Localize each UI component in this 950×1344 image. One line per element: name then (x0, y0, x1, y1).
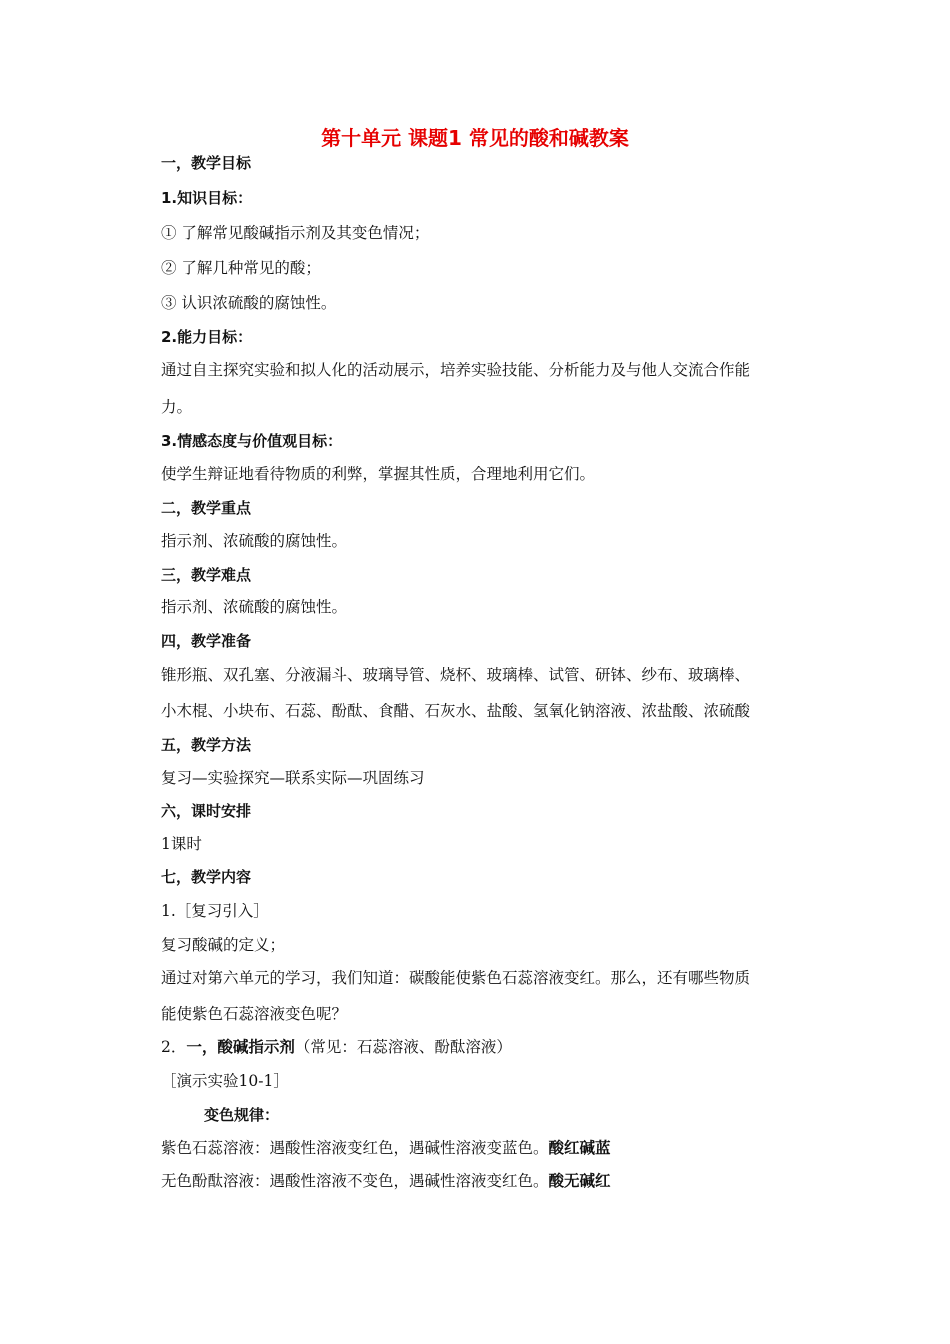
preparation-text-line-2: 小木棍、小块布、石蕊、酚酞、食醋、石灰水、盐酸、氢氧化钠溶液、浓盐酸、浓硫酸 (161, 702, 751, 720)
litmus-rule-line (161, 1137, 611, 1159)
ability-goal-text-line-1: 通过自主探究实验和拟人化的活动展示，培养实验技能、分析能力及与他人交流合作能 (161, 361, 751, 379)
section-heading-methods: 五，教学方法 (161, 736, 252, 754)
phenolphthalein-rule-line (161, 1170, 611, 1192)
indicator-heading-line (161, 1036, 512, 1058)
difficulties-text: 指示剂、浓硫酸的腐蚀性。 (161, 598, 348, 616)
section-heading-preparation: 四，教学准备 (161, 632, 252, 650)
section-heading-key-points: 二，教学重点 (161, 499, 252, 517)
phenolphthalein-rule-mnemonic: 酸无碱红 (548, 1172, 611, 1190)
knowledge-goal-item-3: ③ 认识浓硫酸的腐蚀性。 (161, 294, 337, 312)
section-heading-content: 七，教学内容 (161, 868, 252, 886)
demo-experiment-label: ［演示实验10-1］ (161, 1072, 289, 1090)
subheading-values-goals: 3.情感态度与价值观目标： (161, 432, 343, 450)
document-title: 第十单元 课题1 常见的酸和碱教案 (321, 126, 629, 150)
knowledge-goal-item-1: ① 了解常见酸碱指示剂及其变色情况； (161, 224, 430, 242)
content-review-definition: 复习酸碱的定义； (161, 936, 286, 954)
key-points-text: 指示剂、浓硫酸的腐蚀性。 (161, 532, 348, 550)
section-heading-schedule: 六，课时安排 (161, 802, 252, 820)
knowledge-goal-item-2: ② 了解几种常见的酸； (161, 259, 321, 277)
color-change-rule-heading: 变色规律： (204, 1106, 280, 1124)
preparation-text-line-1: 锥形瓶、双孔塞、分液漏斗、玻璃导管、烧杯、玻璃棒、试管、研钵、纱布、玻璃棒、 (161, 666, 751, 684)
phenolphthalein-rule-text: 无色酚酞溶液：遇酸性溶液不变色，遇碱性溶液变红色。 (161, 1172, 549, 1190)
indicator-note: （常见：石蕊溶液、酚酞溶液） (294, 1038, 512, 1056)
subheading-ability-goals: 2.能力目标： (161, 328, 253, 346)
schedule-text: 1课时 (161, 835, 202, 853)
section-heading-difficulties: 三，教学难点 (161, 566, 252, 584)
indicator-title: 一，酸碱指示剂 (186, 1038, 295, 1056)
subheading-knowledge-goals: 1.知识目标： (161, 189, 253, 207)
litmus-rule-mnemonic: 酸红碱蓝 (548, 1139, 611, 1157)
values-goal-text: 使学生辩证地看待物质的利弊，掌握其性质，合理地利用它们。 (161, 465, 596, 483)
content-paragraph-line-2: 能使紫色石蕊溶液变色呢？ (161, 1005, 348, 1023)
section-heading-goals: 一，教学目标 (161, 154, 252, 172)
ability-goal-text-line-2: 力。 (161, 398, 193, 416)
content-review-intro: 1.［复习引入］ (161, 902, 269, 920)
methods-text: 复习—实验探究—联系实际—巩固练习 (161, 769, 425, 787)
content-paragraph-line-1: 通过对第六单元的学习，我们知道：碳酸能使紫色石蕊溶液变红。那么，还有哪些物质 (161, 969, 751, 987)
litmus-rule-text: 紫色石蕊溶液：遇酸性溶液变红色，遇碱性溶液变蓝色。 (161, 1139, 549, 1157)
indicator-number: 2． (161, 1038, 187, 1056)
